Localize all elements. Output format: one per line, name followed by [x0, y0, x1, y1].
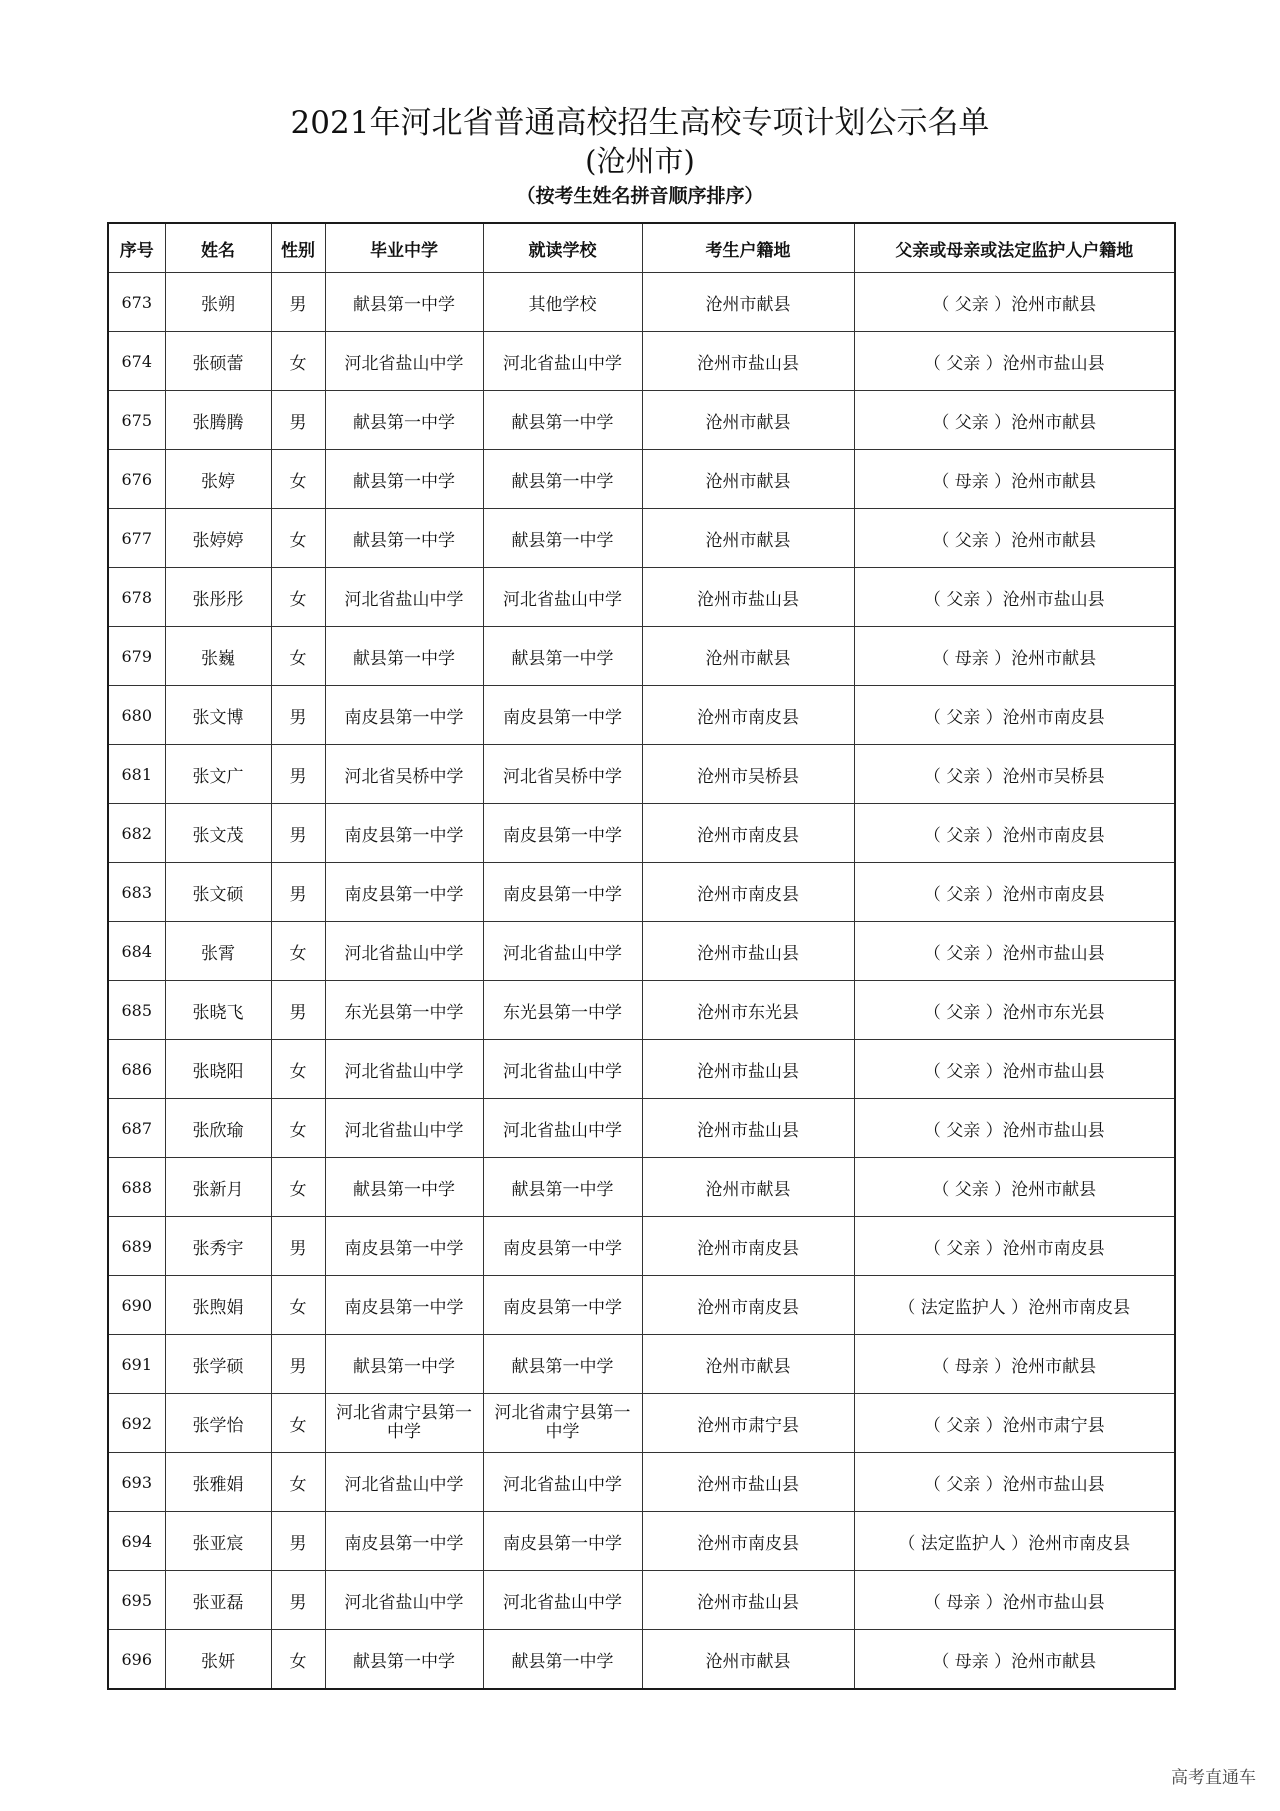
cell-graduation-school: 河北省盐山中学: [325, 332, 483, 391]
cell-name: 张亚磊: [165, 1571, 271, 1630]
cell-index: 683: [108, 863, 165, 922]
cell-name: 张晓阳: [165, 1040, 271, 1099]
cell-index: 679: [108, 627, 165, 686]
cell-index: 681: [108, 745, 165, 804]
cell-name: 张学怡: [165, 1394, 271, 1453]
cell-index: 696: [108, 1630, 165, 1690]
cell-current-school: 南皮县第一中学: [483, 863, 642, 922]
cell-graduation-school: 东光县第一中学: [325, 981, 483, 1040]
cell-household-registration: 沧州市献县: [642, 509, 854, 568]
cell-household-registration: 沧州市献县: [642, 1630, 854, 1690]
cell-name: 张文茂: [165, 804, 271, 863]
cell-current-school: 南皮县第一中学: [483, 1512, 642, 1571]
table-row: [108, 745, 1175, 804]
cell-household-registration: 沧州市南皮县: [642, 1217, 854, 1276]
cell-index: 687: [108, 1099, 165, 1158]
table-row: [108, 1335, 1175, 1394]
cell-index: 674: [108, 332, 165, 391]
cell-guardian-registration: （ 父亲 ）沧州市献县: [854, 509, 1175, 568]
cell-index: 693: [108, 1453, 165, 1512]
cell-index: 677: [108, 509, 165, 568]
cell-guardian-registration: （ 父亲 ）沧州市献县: [854, 1158, 1175, 1217]
cell-current-school: 南皮县第一中学: [483, 804, 642, 863]
cell-current-school: 河北省盐山中学: [483, 332, 642, 391]
cell-gender: 女: [271, 1099, 325, 1158]
cell-current-school: 南皮县第一中学: [483, 686, 642, 745]
cell-graduation-school: 南皮县第一中学: [325, 1217, 483, 1276]
header-cell-household-registration: 考生户籍地: [642, 223, 854, 273]
cell-name: 张彤彤: [165, 568, 271, 627]
table-row: [108, 391, 1175, 450]
table-row: [108, 1276, 1175, 1335]
cell-gender: 女: [271, 1630, 325, 1690]
cell-graduation-school: 南皮县第一中学: [325, 863, 483, 922]
cell-index: 691: [108, 1335, 165, 1394]
cell-current-school: 河北省盐山中学: [483, 1040, 642, 1099]
cell-guardian-registration: （ 母亲 ）沧州市献县: [854, 627, 1175, 686]
cell-index: 673: [108, 273, 165, 332]
cell-graduation-school: 河北省盐山中学: [325, 568, 483, 627]
table-row: [108, 686, 1175, 745]
cell-guardian-registration: （ 母亲 ）沧州市献县: [854, 1630, 1175, 1690]
cell-guardian-registration: （ 母亲 ）沧州市盐山县: [854, 1571, 1175, 1630]
cell-graduation-school: 河北省盐山中学: [325, 1099, 483, 1158]
cell-guardian-registration: （ 父亲 ）沧州市肃宁县: [854, 1394, 1175, 1453]
header-cell-gender: 性别: [271, 223, 325, 273]
cell-household-registration: 沧州市献县: [642, 450, 854, 509]
cell-name: 张晓飞: [165, 981, 271, 1040]
cell-guardian-registration: （ 父亲 ）沧州市南皮县: [854, 804, 1175, 863]
cell-household-registration: 沧州市南皮县: [642, 804, 854, 863]
sort-note: （按考生姓名拼音顺序排序）: [516, 185, 764, 207]
cell-name: 张学硕: [165, 1335, 271, 1394]
cell-gender: 男: [271, 1335, 325, 1394]
table-row: [108, 981, 1175, 1040]
header-cell-current-school: 就读学校: [483, 223, 642, 273]
cell-name: 张腾腾: [165, 391, 271, 450]
table-row: [108, 1158, 1175, 1217]
cell-gender: 女: [271, 1158, 325, 1217]
header-cell-name: 姓名: [165, 223, 271, 273]
cell-graduation-school: 南皮县第一中学: [325, 686, 483, 745]
cell-household-registration: 沧州市肃宁县: [642, 1394, 854, 1453]
cell-name: 张煦娟: [165, 1276, 271, 1335]
cell-current-school: 南皮县第一中学: [483, 1276, 642, 1335]
cell-gender: 女: [271, 1453, 325, 1512]
cell-gender: 男: [271, 273, 325, 332]
cell-guardian-registration: （ 父亲 ）沧州市盐山县: [854, 922, 1175, 981]
cell-index: 690: [108, 1276, 165, 1335]
cell-household-registration: 沧州市献县: [642, 1335, 854, 1394]
table-row: [108, 450, 1175, 509]
cell-household-registration: 沧州市献县: [642, 273, 854, 332]
cell-index: 678: [108, 568, 165, 627]
header-row: [108, 223, 1175, 273]
cell-index: 684: [108, 922, 165, 981]
cell-graduation-school: 河北省盐山中学: [325, 1453, 483, 1512]
cell-current-school: 献县第一中学: [483, 1158, 642, 1217]
cell-guardian-registration: （ 父亲 ）沧州市南皮县: [854, 1217, 1175, 1276]
cell-index: 675: [108, 391, 165, 450]
cell-name: 张婷婷: [165, 509, 271, 568]
cell-index: 680: [108, 686, 165, 745]
cell-name: 张文博: [165, 686, 271, 745]
document-subtitle: (沧州市): [585, 144, 695, 178]
cell-graduation-school: 南皮县第一中学: [325, 1276, 483, 1335]
table-row: [108, 1099, 1175, 1158]
cell-gender: 女: [271, 1276, 325, 1335]
header-cell-graduation-school: 毕业中学: [325, 223, 483, 273]
cell-graduation-school: 河北省吴桥中学: [325, 745, 483, 804]
cell-guardian-registration: （ 父亲 ）沧州市东光县: [854, 981, 1175, 1040]
cell-current-school: 河北省肃宁县第一中学: [483, 1394, 642, 1453]
table-row: [108, 568, 1175, 627]
cell-name: 张亚宸: [165, 1512, 271, 1571]
cell-gender: 男: [271, 981, 325, 1040]
cell-guardian-registration: （ 母亲 ）沧州市献县: [854, 1335, 1175, 1394]
cell-graduation-school: 献县第一中学: [325, 450, 483, 509]
cell-gender: 男: [271, 863, 325, 922]
cell-gender: 女: [271, 627, 325, 686]
cell-current-school: 河北省盐山中学: [483, 568, 642, 627]
cell-name: 张秀宇: [165, 1217, 271, 1276]
table-row: [108, 1571, 1175, 1630]
cell-guardian-registration: （ 父亲 ）沧州市吴桥县: [854, 745, 1175, 804]
cell-household-registration: 沧州市盐山县: [642, 1453, 854, 1512]
header-cell-index: 序号: [108, 223, 165, 273]
cell-name: 张霄: [165, 922, 271, 981]
table-row: [108, 332, 1175, 391]
cell-index: 692: [108, 1394, 165, 1453]
cell-household-registration: 沧州市献县: [642, 391, 854, 450]
cell-index: 685: [108, 981, 165, 1040]
table-row: [108, 1217, 1175, 1276]
cell-current-school: 献县第一中学: [483, 450, 642, 509]
cell-household-registration: 沧州市南皮县: [642, 1512, 854, 1571]
cell-index: 694: [108, 1512, 165, 1571]
cell-household-registration: 沧州市吴桥县: [642, 745, 854, 804]
cell-household-registration: 沧州市盐山县: [642, 332, 854, 391]
cell-current-school: 河北省盐山中学: [483, 922, 642, 981]
cell-name: 张欣瑜: [165, 1099, 271, 1158]
table-row: [108, 273, 1175, 332]
cell-name: 张新月: [165, 1158, 271, 1217]
cell-guardian-registration: （ 父亲 ）沧州市盐山县: [854, 568, 1175, 627]
cell-gender: 男: [271, 1571, 325, 1630]
cell-gender: 女: [271, 450, 325, 509]
cell-current-school: 献县第一中学: [483, 1630, 642, 1690]
cell-gender: 男: [271, 804, 325, 863]
cell-household-registration: 沧州市献县: [642, 1158, 854, 1217]
cell-guardian-registration: （ 父亲 ）沧州市南皮县: [854, 686, 1175, 745]
header-cell-guardian-registration: 父亲或母亲或法定监护人户籍地: [854, 223, 1175, 273]
cell-household-registration: 沧州市南皮县: [642, 686, 854, 745]
cell-gender: 男: [271, 745, 325, 804]
cell-name: 张巍: [165, 627, 271, 686]
student-list-table: [107, 222, 1176, 1690]
cell-household-registration: 沧州市盐山县: [642, 922, 854, 981]
cell-current-school: 其他学校: [483, 273, 642, 332]
cell-name: 张妍: [165, 1630, 271, 1690]
cell-gender: 女: [271, 568, 325, 627]
cell-guardian-registration: （ 父亲 ）沧州市献县: [854, 391, 1175, 450]
cell-name: 张朔: [165, 273, 271, 332]
cell-graduation-school: 献县第一中学: [325, 1158, 483, 1217]
cell-current-school: 河北省盐山中学: [483, 1453, 642, 1512]
cell-guardian-registration: （ 母亲 ）沧州市献县: [854, 450, 1175, 509]
cell-name: 张婷: [165, 450, 271, 509]
cell-index: 695: [108, 1571, 165, 1630]
cell-graduation-school: 献县第一中学: [325, 627, 483, 686]
cell-current-school: 河北省盐山中学: [483, 1099, 642, 1158]
table-row: [108, 509, 1175, 568]
table-row: [108, 922, 1175, 981]
table-row: [108, 1394, 1175, 1453]
cell-graduation-school: 南皮县第一中学: [325, 1512, 483, 1571]
cell-graduation-school: 献县第一中学: [325, 1630, 483, 1690]
cell-household-registration: 沧州市南皮县: [642, 1276, 854, 1335]
cell-gender: 男: [271, 686, 325, 745]
cell-guardian-registration: （ 法定监护人 ）沧州市南皮县: [854, 1512, 1175, 1571]
cell-name: 张文硕: [165, 863, 271, 922]
cell-current-school: 献县第一中学: [483, 1335, 642, 1394]
table-row: [108, 1630, 1175, 1690]
cell-index: 686: [108, 1040, 165, 1099]
cell-index: 682: [108, 804, 165, 863]
cell-household-registration: 沧州市献县: [642, 627, 854, 686]
table-row: [108, 1040, 1175, 1099]
cell-graduation-school: 河北省盐山中学: [325, 922, 483, 981]
cell-name: 张文广: [165, 745, 271, 804]
cell-current-school: 南皮县第一中学: [483, 1217, 642, 1276]
cell-gender: 女: [271, 1040, 325, 1099]
cell-current-school: 河北省吴桥中学: [483, 745, 642, 804]
cell-guardian-registration: （ 父亲 ）沧州市献县: [854, 273, 1175, 332]
cell-graduation-school: 献县第一中学: [325, 391, 483, 450]
watermark: 高考直通车: [1171, 1768, 1256, 1788]
cell-guardian-registration: （ 法定监护人 ）沧州市南皮县: [854, 1276, 1175, 1335]
table-row: [108, 1453, 1175, 1512]
cell-gender: 女: [271, 922, 325, 981]
cell-graduation-school: 河北省盐山中学: [325, 1571, 483, 1630]
cell-index: 676: [108, 450, 165, 509]
cell-guardian-registration: （ 父亲 ）沧州市盐山县: [854, 1040, 1175, 1099]
cell-household-registration: 沧州市东光县: [642, 981, 854, 1040]
cell-guardian-registration: （ 父亲 ）沧州市盐山县: [854, 332, 1175, 391]
cell-guardian-registration: （ 父亲 ）沧州市盐山县: [854, 1453, 1175, 1512]
cell-household-registration: 沧州市南皮县: [642, 863, 854, 922]
cell-household-registration: 沧州市盐山县: [642, 1040, 854, 1099]
table-row: [108, 1512, 1175, 1571]
cell-name: 张硕蕾: [165, 332, 271, 391]
cell-household-registration: 沧州市盐山县: [642, 568, 854, 627]
cell-guardian-registration: （ 父亲 ）沧州市盐山县: [854, 1099, 1175, 1158]
cell-graduation-school: 河北省盐山中学: [325, 1040, 483, 1099]
cell-current-school: 献县第一中学: [483, 627, 642, 686]
cell-current-school: 献县第一中学: [483, 509, 642, 568]
cell-gender: 男: [271, 1512, 325, 1571]
cell-index: 688: [108, 1158, 165, 1217]
cell-name: 张雅娟: [165, 1453, 271, 1512]
table-row: [108, 627, 1175, 686]
cell-current-school: 献县第一中学: [483, 391, 642, 450]
cell-graduation-school: 献县第一中学: [325, 1335, 483, 1394]
document-title: 2021年河北省普通高校招生高校专项计划公示名单: [290, 105, 990, 141]
cell-gender: 男: [271, 391, 325, 450]
cell-graduation-school: 献县第一中学: [325, 509, 483, 568]
cell-gender: 女: [271, 509, 325, 568]
cell-current-school: 河北省盐山中学: [483, 1571, 642, 1630]
table-body: [108, 273, 1175, 1690]
cell-household-registration: 沧州市盐山县: [642, 1099, 854, 1158]
table-row: [108, 863, 1175, 922]
cell-gender: 女: [271, 332, 325, 391]
cell-gender: 男: [271, 1217, 325, 1276]
cell-gender: 女: [271, 1394, 325, 1453]
cell-guardian-registration: （ 父亲 ）沧州市南皮县: [854, 863, 1175, 922]
cell-graduation-school: 河北省肃宁县第一中学: [325, 1394, 483, 1453]
cell-household-registration: 沧州市盐山县: [642, 1571, 854, 1630]
cell-graduation-school: 献县第一中学: [325, 273, 483, 332]
cell-current-school: 东光县第一中学: [483, 981, 642, 1040]
cell-index: 689: [108, 1217, 165, 1276]
table-row: [108, 804, 1175, 863]
cell-graduation-school: 南皮县第一中学: [325, 804, 483, 863]
